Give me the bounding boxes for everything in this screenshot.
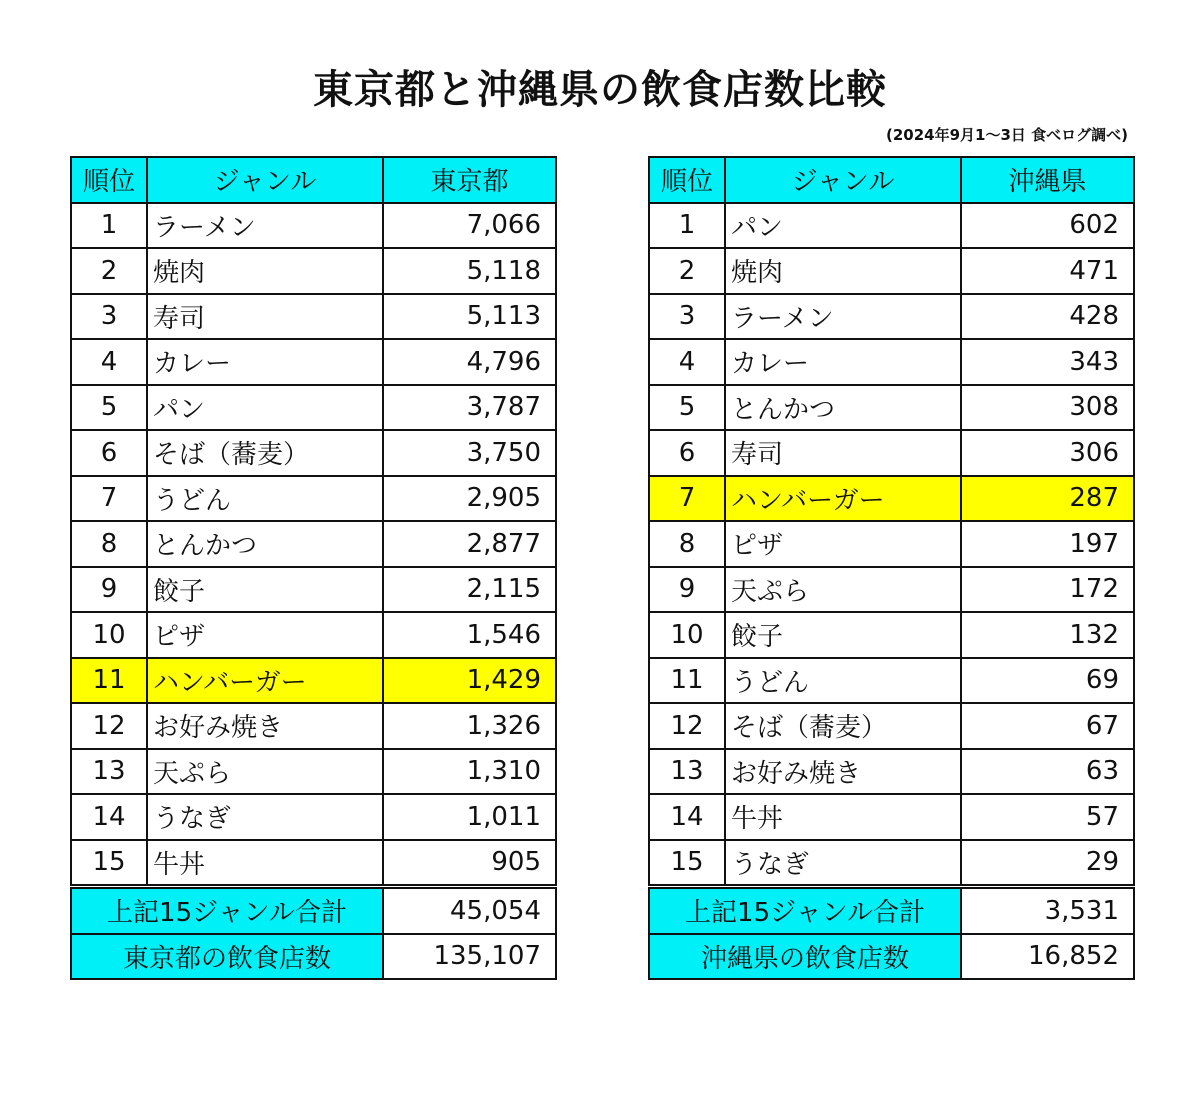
rank-cell: 12 [71,703,147,749]
genre-cell: 寿司 [147,294,383,340]
count-cell: 1,310 [383,749,556,795]
count-cell: 69 [961,658,1134,704]
total-label: 沖縄県の飲食店数 [649,934,961,980]
table-row [649,658,1134,704]
table-row [649,385,1134,431]
total-label: 東京都の飲食店数 [71,934,383,980]
rank-cell: 5 [649,385,725,431]
table-row [649,294,1134,340]
count-cell: 1,429 [383,658,556,704]
count-cell: 3,787 [383,385,556,431]
table-row [71,430,556,476]
count-cell: 602 [961,203,1134,249]
rank-cell: 10 [649,612,725,658]
count-cell: 57 [961,794,1134,840]
genre-cell: 餃子 [147,567,383,613]
count-cell: 7,066 [383,203,556,249]
rank-cell: 8 [649,521,725,567]
count-cell: 2,877 [383,521,556,567]
table-row [649,476,1134,522]
genre-cell: そば（蕎麦） [725,703,961,749]
count-cell: 287 [961,476,1134,522]
genre-cell: ピザ [725,521,961,567]
table-row [71,339,556,385]
table-row [71,385,556,431]
table-row [71,521,556,567]
count-cell: 29 [961,840,1134,887]
subtotal-value: 45,054 [383,887,556,934]
subtotal-row [649,887,1134,934]
genre-cell: 餃子 [725,612,961,658]
rank-cell: 2 [649,248,725,294]
rank-cell: 7 [71,476,147,522]
tokyo-table [70,156,557,980]
subtotal-value: 3,531 [961,887,1134,934]
genre-cell: パン [725,203,961,249]
rank-cell: 1 [71,203,147,249]
rank-cell: 7 [649,476,725,522]
table-row [71,567,556,613]
genre-cell: ラーメン [147,203,383,249]
table-row [649,203,1134,249]
total-value: 16,852 [961,934,1134,980]
table-row [649,339,1134,385]
table-row [649,248,1134,294]
genre-cell: カレー [725,339,961,385]
table-row [71,749,556,795]
genre-cell: お好み焼き [147,703,383,749]
source-note: (2024年9月1～3日 食べログ調べ) [886,126,1128,144]
rank-cell: 3 [649,294,725,340]
rank-cell: 9 [649,567,725,613]
table-row [649,567,1134,613]
genre-cell: 焼肉 [147,248,383,294]
table-row [649,749,1134,795]
genre-cell: 寿司 [725,430,961,476]
count-cell: 471 [961,248,1134,294]
rank-cell: 10 [71,612,147,658]
table-row [71,794,556,840]
header-row [649,157,1134,203]
rank-cell: 15 [649,840,725,887]
rank-cell: 15 [71,840,147,887]
count-header: 東京都 [383,157,556,203]
table-row [71,840,556,887]
table-row [71,612,556,658]
count-cell: 428 [961,294,1134,340]
table-row [649,794,1134,840]
table-row [71,294,556,340]
genre-cell: ハンバーガー [725,476,961,522]
count-cell: 306 [961,430,1134,476]
subtotal-row [71,887,556,934]
table-row [71,658,556,704]
genre-cell: お好み焼き [725,749,961,795]
count-cell: 197 [961,521,1134,567]
rank-cell: 8 [71,521,147,567]
rank-header: 順位 [71,157,147,203]
rank-cell: 14 [71,794,147,840]
count-cell: 2,905 [383,476,556,522]
count-cell: 308 [961,385,1134,431]
rank-cell: 12 [649,703,725,749]
rank-cell: 11 [71,658,147,704]
rank-cell: 5 [71,385,147,431]
genre-cell: ピザ [147,612,383,658]
rank-cell: 9 [71,567,147,613]
genre-cell: 天ぷら [147,749,383,795]
page-title: 東京都と沖縄県の飲食店数比較 [313,67,887,113]
genre-cell: ハンバーガー [147,658,383,704]
count-cell: 4,796 [383,339,556,385]
genre-cell: うどん [725,658,961,704]
rank-cell: 4 [71,339,147,385]
table-row [71,203,556,249]
rank-cell: 13 [71,749,147,795]
rank-cell: 6 [71,430,147,476]
count-cell: 1,011 [383,794,556,840]
count-cell: 1,326 [383,703,556,749]
genre-cell: パン [147,385,383,431]
genre-header: ジャンル [147,157,383,203]
genre-cell: カレー [147,339,383,385]
table-row [649,612,1134,658]
subtotal-label: 上記15ジャンル合計 [71,887,383,934]
rank-cell: 3 [71,294,147,340]
count-header: 沖縄県 [961,157,1134,203]
genre-cell: 天ぷら [725,567,961,613]
count-cell: 63 [961,749,1134,795]
count-cell: 1,546 [383,612,556,658]
genre-cell: とんかつ [147,521,383,567]
count-cell: 5,118 [383,248,556,294]
rank-cell: 11 [649,658,725,704]
rank-cell: 14 [649,794,725,840]
genre-cell: とんかつ [725,385,961,431]
genre-cell: うどん [147,476,383,522]
count-cell: 343 [961,339,1134,385]
table-row [649,703,1134,749]
genre-cell: 牛丼 [725,794,961,840]
count-cell: 3,750 [383,430,556,476]
count-cell: 905 [383,840,556,887]
rank-cell: 6 [649,430,725,476]
total-row [649,934,1134,980]
table-row [649,430,1134,476]
rank-cell: 4 [649,339,725,385]
table-row [649,840,1134,887]
rank-header: 順位 [649,157,725,203]
rank-cell: 1 [649,203,725,249]
table-row [71,248,556,294]
table-row [649,521,1134,567]
total-row [71,934,556,980]
genre-cell: うなぎ [725,840,961,887]
table-row [71,703,556,749]
genre-cell: うなぎ [147,794,383,840]
count-cell: 2,115 [383,567,556,613]
genre-cell: そば（蕎麦） [147,430,383,476]
count-cell: 67 [961,703,1134,749]
total-value: 135,107 [383,934,556,980]
subtotal-label: 上記15ジャンル合計 [649,887,961,934]
count-cell: 132 [961,612,1134,658]
genre-header: ジャンル [725,157,961,203]
genre-cell: 牛丼 [147,840,383,887]
okinawa-table [648,156,1135,980]
rank-cell: 13 [649,749,725,795]
table-row [71,476,556,522]
genre-cell: ラーメン [725,294,961,340]
header-row [71,157,556,203]
count-cell: 172 [961,567,1134,613]
count-cell: 5,113 [383,294,556,340]
rank-cell: 2 [71,248,147,294]
genre-cell: 焼肉 [725,248,961,294]
